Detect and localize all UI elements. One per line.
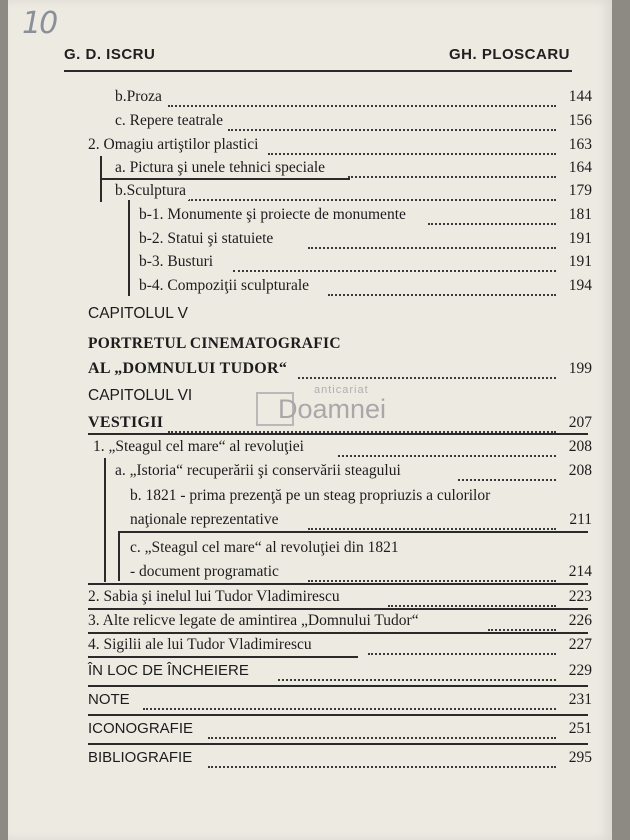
toc-entry	[8, 462, 612, 484]
toc-entry	[8, 720, 612, 742]
toc-entry	[8, 749, 612, 771]
toc-entry-title: ICONOGRAFIE	[88, 720, 196, 737]
header-right-author: GH. PLOSCARU	[448, 46, 570, 63]
chapter-heading: CAPITOLUL V	[88, 305, 188, 322]
header-left-author: G. D. ISCRU	[64, 46, 156, 63]
toc-entry	[8, 511, 612, 533]
toc-entry-page: 208	[566, 462, 592, 480]
toc-entry-title: b-3. Busturi	[139, 253, 216, 271]
toc-entry-title: 2. Omagiu artiştilor plastici	[88, 136, 261, 154]
toc-entry-page: 214	[566, 563, 592, 581]
toc-entry	[8, 182, 612, 204]
toc-entry-title: b.Proza	[115, 88, 165, 106]
toc-entry	[8, 206, 612, 228]
toc-entry	[8, 438, 612, 460]
toc-entry-title: c. Repere teatrale	[115, 112, 226, 130]
toc-entry-page: 164	[566, 159, 592, 177]
header-rule	[64, 70, 572, 72]
toc-entry-title: VESTIGII	[88, 414, 166, 432]
toc-entry-page: 211	[566, 511, 592, 529]
toc-entry-title: 4. Sigilii ale lui Tudor Vladimirescu	[88, 636, 315, 654]
toc-entry-page: 229	[566, 662, 592, 680]
toc-entry-page: 223	[566, 588, 592, 606]
toc-entry	[8, 88, 612, 110]
toc-entry-page: 231	[566, 691, 592, 709]
toc-entry	[8, 277, 612, 299]
toc-entry	[8, 253, 612, 275]
toc-entry-page: 194	[566, 277, 592, 295]
toc-entry	[8, 588, 612, 610]
watermark-logo: anticariat Doamnei	[256, 384, 416, 430]
toc-entry-title: BIBLIOGRAFIE	[88, 749, 195, 766]
toc-entry-title: ÎN LOC DE ÎNCHEIERE	[88, 662, 252, 679]
toc-entry-title: b. 1821 - prima prezenţă pe un steag propriuzis a culorilor	[130, 487, 491, 504]
toc-entry-page: 163	[566, 136, 592, 154]
toc-entry-page: 295	[566, 749, 592, 767]
chapter-title: PORTRETUL CINEMATOGRAFIC	[88, 335, 341, 352]
toc-entry	[8, 612, 612, 634]
book-page	[8, 0, 612, 840]
toc-entry-page: 179	[566, 182, 592, 200]
toc-entry-title: 3. Alte relicve legate de amintirea „Domnului Tudor“	[88, 612, 422, 630]
toc-entry	[8, 230, 612, 252]
toc-entry	[8, 136, 612, 158]
toc-entry-title: NOTE	[88, 691, 133, 708]
toc-entry-page: 208	[566, 438, 592, 456]
toc-entry	[8, 360, 612, 382]
chapter-heading: CAPITOLUL VI	[88, 387, 193, 404]
toc-entry-page: 251	[566, 720, 592, 738]
toc-entry-title: a. „Istoria“ recuperării şi conservării steagului	[115, 462, 404, 480]
toc-entry-page: 191	[566, 253, 592, 271]
toc-entry-title: b.Sculptura	[115, 182, 189, 200]
toc-entry-title: a. Pictura şi unele tehnici speciale	[115, 159, 328, 177]
toc-entry-title: AL „DOMNULUI TUDOR“	[88, 360, 290, 378]
toc-entry-page: 199	[566, 360, 592, 378]
toc-entry	[8, 563, 612, 585]
toc-entry-page: 144	[566, 88, 592, 106]
handwritten-page-number: 10	[22, 6, 57, 41]
toc-entry	[8, 112, 612, 134]
toc-entry-title: naţionale reprezentative	[130, 511, 281, 529]
toc-entry-page: 226	[566, 612, 592, 630]
toc-entry-page: 191	[566, 230, 592, 248]
toc-entry-title: b-4. Compoziţii sculpturale	[139, 277, 312, 295]
toc-entry	[8, 691, 612, 713]
toc-entry-title: b-2. Statui şi statuiete	[139, 230, 276, 248]
toc-entry-title: 1. „Steagul cel mare“ al revoluţiei	[93, 438, 307, 456]
toc-entry-title: c. „Steagul cel mare“ al revoluţiei din 1821	[130, 539, 399, 556]
toc-entry-page: 227	[566, 636, 592, 654]
toc-entry-page: 156	[566, 112, 592, 130]
toc-entry-page: 207	[566, 414, 592, 432]
toc-entry-page: 181	[566, 206, 592, 224]
toc-entry-title: b-1. Monumente şi proiecte de monumente	[139, 206, 409, 224]
toc-entry-title: 2. Sabia şi inelul lui Tudor Vladimirescu	[88, 588, 343, 606]
toc-entry	[8, 662, 612, 684]
toc-entry	[8, 636, 612, 658]
toc-entry-title: - document programatic	[130, 563, 282, 581]
